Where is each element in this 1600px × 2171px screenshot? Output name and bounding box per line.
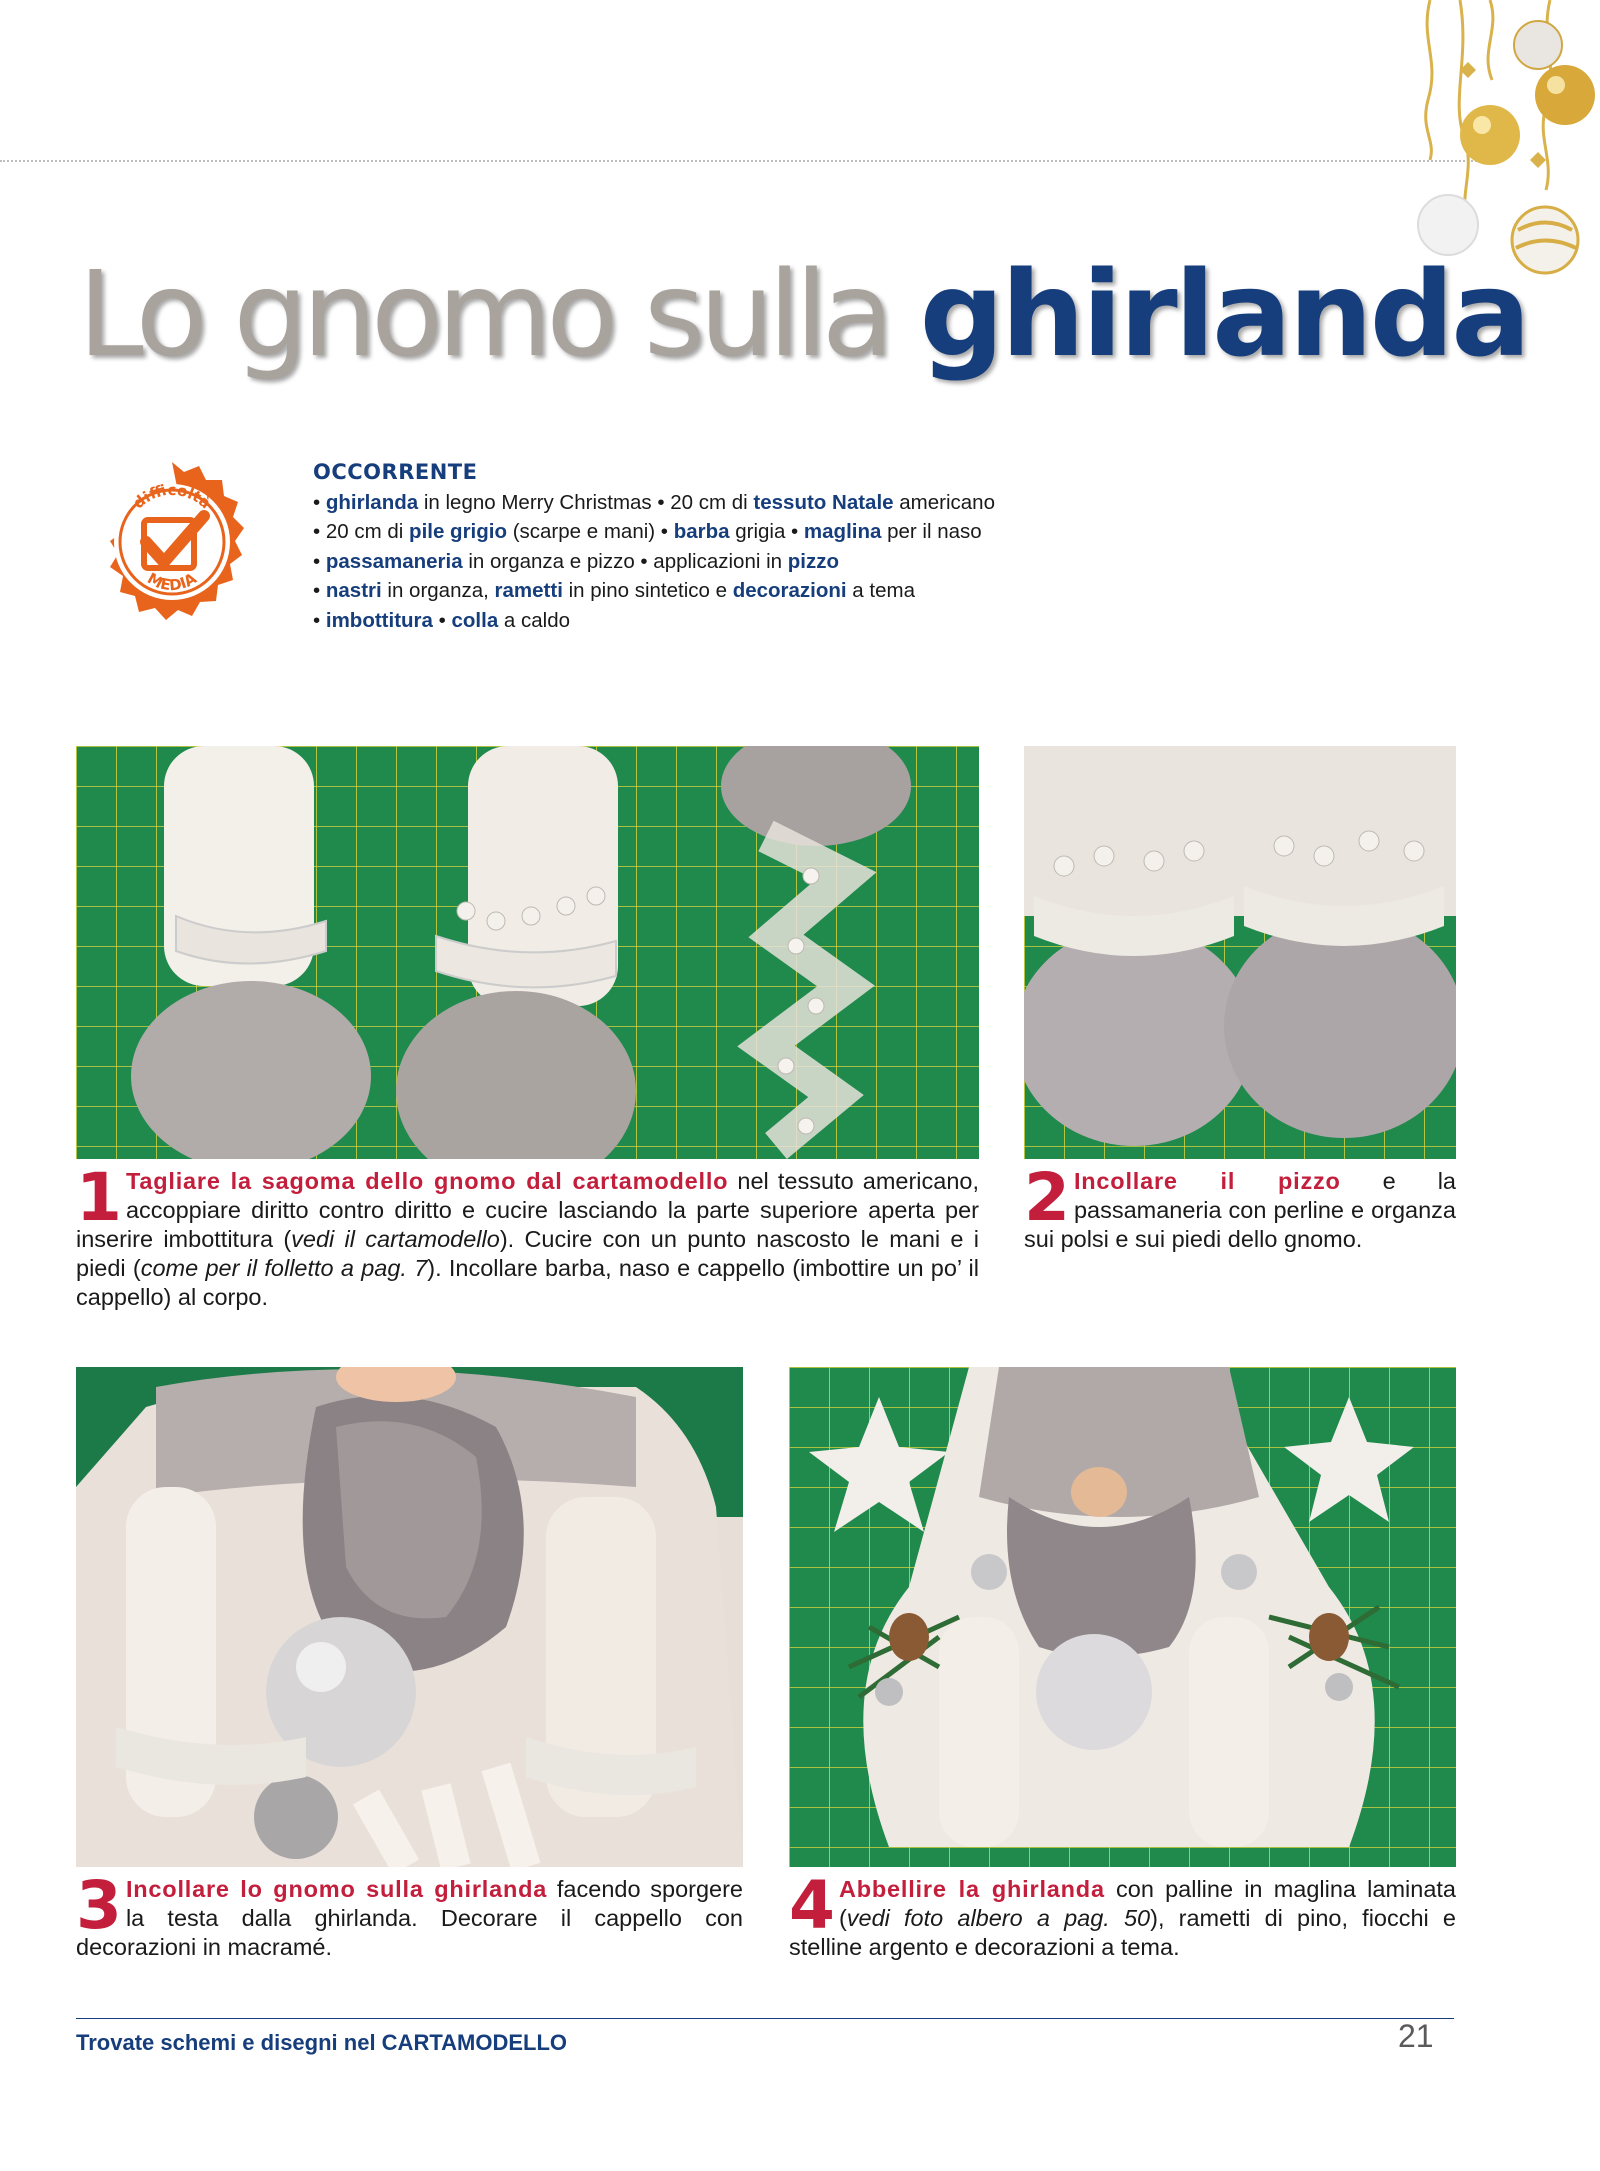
- materials-list: [313, 458, 1213, 635]
- step-4-photo: [789, 1367, 1456, 1867]
- step-text: facendo sporgere la testa dalla ghirlanda. Decorare il cappello con decorazioni in macramé.: [76, 1876, 744, 1960]
- material-text: • 20 cm di: [313, 520, 410, 543]
- material-text: in organza,: [381, 579, 495, 602]
- material-name: passamaneria: [325, 549, 463, 573]
- step-reference: vedi il cartamodello: [291, 1226, 500, 1252]
- badge-bottom-text: MEDIA: [144, 569, 200, 595]
- footer-text: Trovate schemi e disegni nel CARTAMODELLO: [76, 2030, 568, 2055]
- materials-line: [313, 576, 1213, 606]
- material-name: pile grigio: [409, 520, 507, 543]
- material-name: rametti: [494, 579, 563, 602]
- step-1-text: [76, 1159, 979, 1312]
- page-title: [78, 245, 1528, 383]
- step-text: nel tessuto americano, accoppiare diritto contro diritto e cucire lasciando la parte superiore aperta per inserire imbottitura (: [76, 1168, 979, 1252]
- step-text: ), rametti di pino, fiocchi e stelline argento e decorazioni a tema.: [789, 1905, 1456, 1960]
- material-text: •: [313, 549, 326, 573]
- material-name: decorazioni: [732, 579, 847, 602]
- material-name: colla: [451, 608, 499, 632]
- material-name: nastri: [325, 579, 382, 602]
- material-text: •: [313, 579, 326, 602]
- material-text: a caldo: [498, 608, 571, 632]
- page-number: 21: [1398, 2018, 1434, 2054]
- material-text: •: [313, 490, 326, 514]
- title-light: Lo gnomo sulla: [78, 245, 889, 383]
- material-text: in legno Merry Christmas • 20 cm di: [418, 490, 754, 514]
- step-2-photo: [1024, 746, 1456, 1159]
- material-name: maglina: [803, 520, 882, 543]
- step-2-text: [1024, 1159, 1457, 1254]
- material-text: in pino sintetico e: [562, 579, 733, 602]
- step-lead: Abbellire la ghirlanda: [838, 1876, 1105, 1902]
- step-3-photo: [76, 1367, 743, 1867]
- step-text: e la passamaneria con perline e organza sui polsi e sui piedi dello gnomo.: [1024, 1168, 1457, 1252]
- material-text: •: [313, 608, 326, 632]
- step-3-text: [76, 1867, 744, 1962]
- materials-line: [313, 517, 1213, 547]
- step-lead: Incollare lo gnomo sulla ghirlanda: [125, 1876, 548, 1902]
- footer-rule: [76, 2018, 1454, 2019]
- step-lead: Incollare il pizzo: [1073, 1168, 1341, 1194]
- step-reference: vedi foto albero a pag. 50: [846, 1905, 1151, 1931]
- badge-top-text: difficoltà: [129, 480, 215, 513]
- materials-line: [313, 606, 1213, 636]
- material-name: barba: [673, 520, 730, 543]
- materials-line: [313, 547, 1213, 577]
- step-text: ). Incollare barba, naso e cappello (imbottire un po’ il cappello) al corpo.: [76, 1255, 979, 1310]
- material-text: per il naso: [881, 520, 982, 543]
- step-number: 1: [76, 1159, 122, 1236]
- step-number: 4: [789, 1867, 835, 1944]
- material-text: (scarpe e mani) •: [507, 520, 674, 543]
- material-text: in organza e pizzo • applicazioni in: [462, 549, 788, 573]
- step-text: ). Cucire con un punto nascosto le mani e i piedi (: [76, 1226, 979, 1281]
- material-name: tessuto Natale: [753, 490, 894, 514]
- step-lead: Tagliare la sagoma dello gnomo dal cartamodello: [125, 1168, 729, 1194]
- step-4-text: [789, 1867, 1456, 1962]
- step-1-photo: [76, 746, 979, 1159]
- material-text: americano: [893, 490, 995, 514]
- title-bold: ghirlanda: [919, 245, 1528, 383]
- step-number: 3: [76, 1867, 122, 1944]
- materials-lines: [313, 488, 1213, 636]
- materials-heading: OCCORRENTE: [313, 460, 478, 484]
- material-text: a tema: [846, 579, 915, 602]
- step-reference: come per il folletto a pag. 7: [140, 1255, 428, 1281]
- material-name: ghirlanda: [325, 490, 419, 514]
- material-name: imbottitura: [325, 608, 433, 632]
- material-text: grigia •: [729, 520, 804, 543]
- material-text: •: [432, 608, 452, 632]
- material-name: pizzo: [787, 549, 840, 573]
- difficulty-badge: [82, 450, 262, 630]
- header-dotted-rule: [0, 160, 1480, 162]
- step-number: 2: [1024, 1159, 1070, 1236]
- step-text: con palline in maglina laminata (: [838, 1876, 1456, 1931]
- materials-line: [313, 488, 1213, 518]
